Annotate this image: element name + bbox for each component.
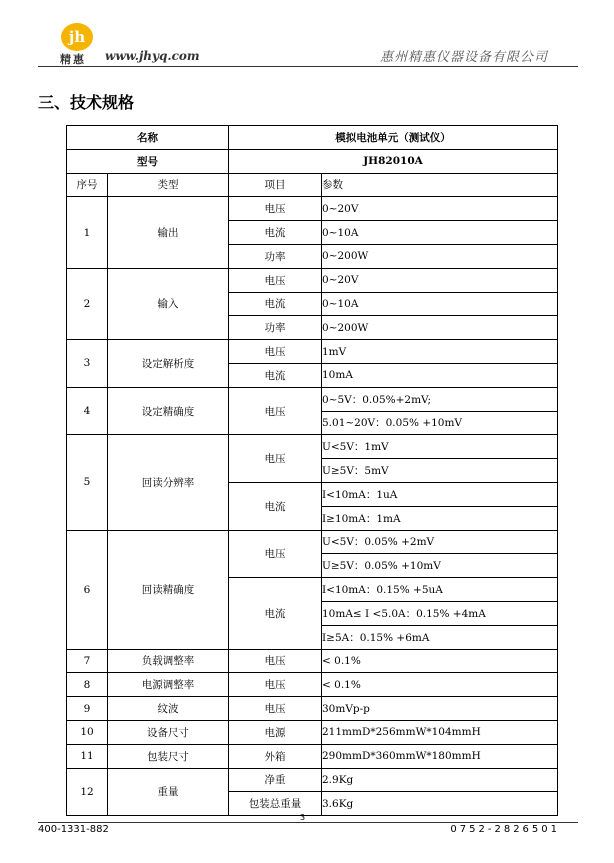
name-value: 模拟电池单元（测试仪） bbox=[229, 126, 558, 150]
row-item: 电压 bbox=[229, 673, 322, 697]
row-param: 30mVp-p bbox=[322, 697, 558, 721]
row-param: I<10mA：0.15% +5uA bbox=[322, 578, 558, 602]
page-header bbox=[0, 0, 614, 70]
row-param: I≥5A：0.15% +6mA bbox=[322, 625, 558, 649]
logo-text: jh bbox=[68, 28, 86, 46]
row-item: 包装总重量 bbox=[229, 792, 322, 816]
row-param: 10mA bbox=[322, 363, 558, 387]
table-row bbox=[67, 435, 558, 459]
name-row bbox=[67, 126, 558, 150]
row-param: 0~10A bbox=[322, 292, 558, 316]
row-number: 9 bbox=[67, 697, 108, 721]
row-param: 211mmD*256mmW*104mmH bbox=[322, 720, 558, 744]
row-param: I<10mA：1uA bbox=[322, 482, 558, 506]
row-param: 0~5V：0.05%+2mV; bbox=[322, 387, 558, 411]
row-param: 290mmD*360mmW*180mmH bbox=[322, 744, 558, 768]
table-row bbox=[67, 387, 558, 411]
row-type: 负载调整率 bbox=[108, 649, 229, 673]
row-item: 电压 bbox=[229, 530, 322, 578]
table-row bbox=[67, 649, 558, 673]
row-number: 1 bbox=[67, 197, 108, 268]
row-type: 回读精确度 bbox=[108, 530, 229, 649]
row-type: 回读分辨率 bbox=[108, 435, 229, 530]
row-type: 输入 bbox=[108, 268, 229, 339]
row-number: 7 bbox=[67, 649, 108, 673]
row-param: 3.6Kg bbox=[322, 792, 558, 816]
section-title: 三、技术规格 bbox=[38, 93, 135, 112]
row-param: U<5V：0.05% +2mV bbox=[322, 530, 558, 554]
row-item: 外箱 bbox=[229, 744, 322, 768]
row-item: 电压 bbox=[229, 197, 322, 221]
row-param: 0~10A bbox=[322, 221, 558, 245]
website-url: www.jhyq.com bbox=[105, 49, 200, 63]
row-param: U<5V：1mV bbox=[322, 435, 558, 459]
row-item: 电流 bbox=[229, 578, 322, 649]
table-row bbox=[67, 720, 558, 744]
header-no: 序号 bbox=[67, 173, 108, 197]
row-number: 10 bbox=[67, 720, 108, 744]
row-item: 电压 bbox=[229, 435, 322, 483]
row-number: 11 bbox=[67, 744, 108, 768]
row-item: 功率 bbox=[229, 244, 322, 268]
header-divider bbox=[38, 66, 578, 67]
row-type: 纹波 bbox=[108, 697, 229, 721]
table-row bbox=[67, 768, 558, 792]
header-item: 项目 bbox=[229, 173, 322, 197]
row-param: 0~200W bbox=[322, 244, 558, 268]
row-number: 8 bbox=[67, 673, 108, 697]
model-label: 型号 bbox=[67, 149, 229, 173]
table-row bbox=[67, 530, 558, 554]
header-type: 类型 bbox=[108, 173, 229, 197]
row-param: < 0.1% bbox=[322, 673, 558, 697]
model-row bbox=[67, 149, 558, 173]
row-item: 功率 bbox=[229, 316, 322, 340]
table-row bbox=[67, 697, 558, 721]
row-param: 5.01~20V：0.05% +10mV bbox=[322, 411, 558, 435]
spec-table bbox=[66, 125, 558, 816]
row-item: 净重 bbox=[229, 768, 322, 792]
row-item: 电流 bbox=[229, 221, 322, 245]
row-type: 设备尺寸 bbox=[108, 720, 229, 744]
company-logo bbox=[60, 22, 94, 52]
row-type: 输出 bbox=[108, 197, 229, 268]
row-type: 设定解析度 bbox=[108, 340, 229, 388]
row-item: 电压 bbox=[229, 649, 322, 673]
row-item: 电流 bbox=[229, 363, 322, 387]
row-number: 5 bbox=[67, 435, 108, 530]
model-value: JH82010A bbox=[229, 149, 558, 173]
row-number: 6 bbox=[67, 530, 108, 649]
row-item: 电压 bbox=[229, 340, 322, 364]
row-number: 3 bbox=[67, 340, 108, 388]
table-row bbox=[67, 744, 558, 768]
row-type: 设定精确度 bbox=[108, 387, 229, 435]
row-type: 包装尺寸 bbox=[108, 744, 229, 768]
footer-divider bbox=[38, 822, 578, 823]
header-row bbox=[67, 173, 558, 197]
row-param: 0~200W bbox=[322, 316, 558, 340]
row-param: < 0.1% bbox=[322, 649, 558, 673]
footer-phone-right: 0752-2826501 bbox=[450, 824, 560, 835]
row-number: 2 bbox=[67, 268, 108, 339]
table-row bbox=[67, 268, 558, 292]
row-item: 电流 bbox=[229, 292, 322, 316]
row-item: 电压 bbox=[229, 387, 322, 435]
header-params: 参数 bbox=[322, 173, 558, 197]
row-item: 电压 bbox=[229, 697, 322, 721]
row-param: I≥10mA：1mA bbox=[322, 506, 558, 530]
row-item: 电流 bbox=[229, 482, 322, 530]
table-row bbox=[67, 197, 558, 221]
table-row bbox=[67, 340, 558, 364]
row-param: 10mA≤ I <5.0A：0.15% +4mA bbox=[322, 601, 558, 625]
table-row bbox=[67, 673, 558, 697]
row-number: 12 bbox=[67, 768, 108, 816]
row-item: 电源 bbox=[229, 720, 322, 744]
page-number: 3 bbox=[300, 813, 306, 822]
row-type: 重量 bbox=[108, 768, 229, 816]
footer-phone-left: 400-1331-882 bbox=[38, 824, 109, 835]
row-item: 电压 bbox=[229, 268, 322, 292]
row-param: 0~20V bbox=[322, 197, 558, 221]
row-number: 4 bbox=[67, 387, 108, 435]
row-param: U≥5V：0.05% +10mV bbox=[322, 554, 558, 578]
logo-caption: 精惠 bbox=[60, 53, 86, 66]
row-param: U≥5V：5mV bbox=[322, 459, 558, 483]
row-param: 2.9Kg bbox=[322, 768, 558, 792]
name-label: 名称 bbox=[67, 126, 229, 150]
company-name: 惠州精惠仪器设备有限公司 bbox=[379, 50, 548, 65]
row-param: 1mV bbox=[322, 340, 558, 364]
row-param: 0~20V bbox=[322, 268, 558, 292]
row-type: 电源调整率 bbox=[108, 673, 229, 697]
